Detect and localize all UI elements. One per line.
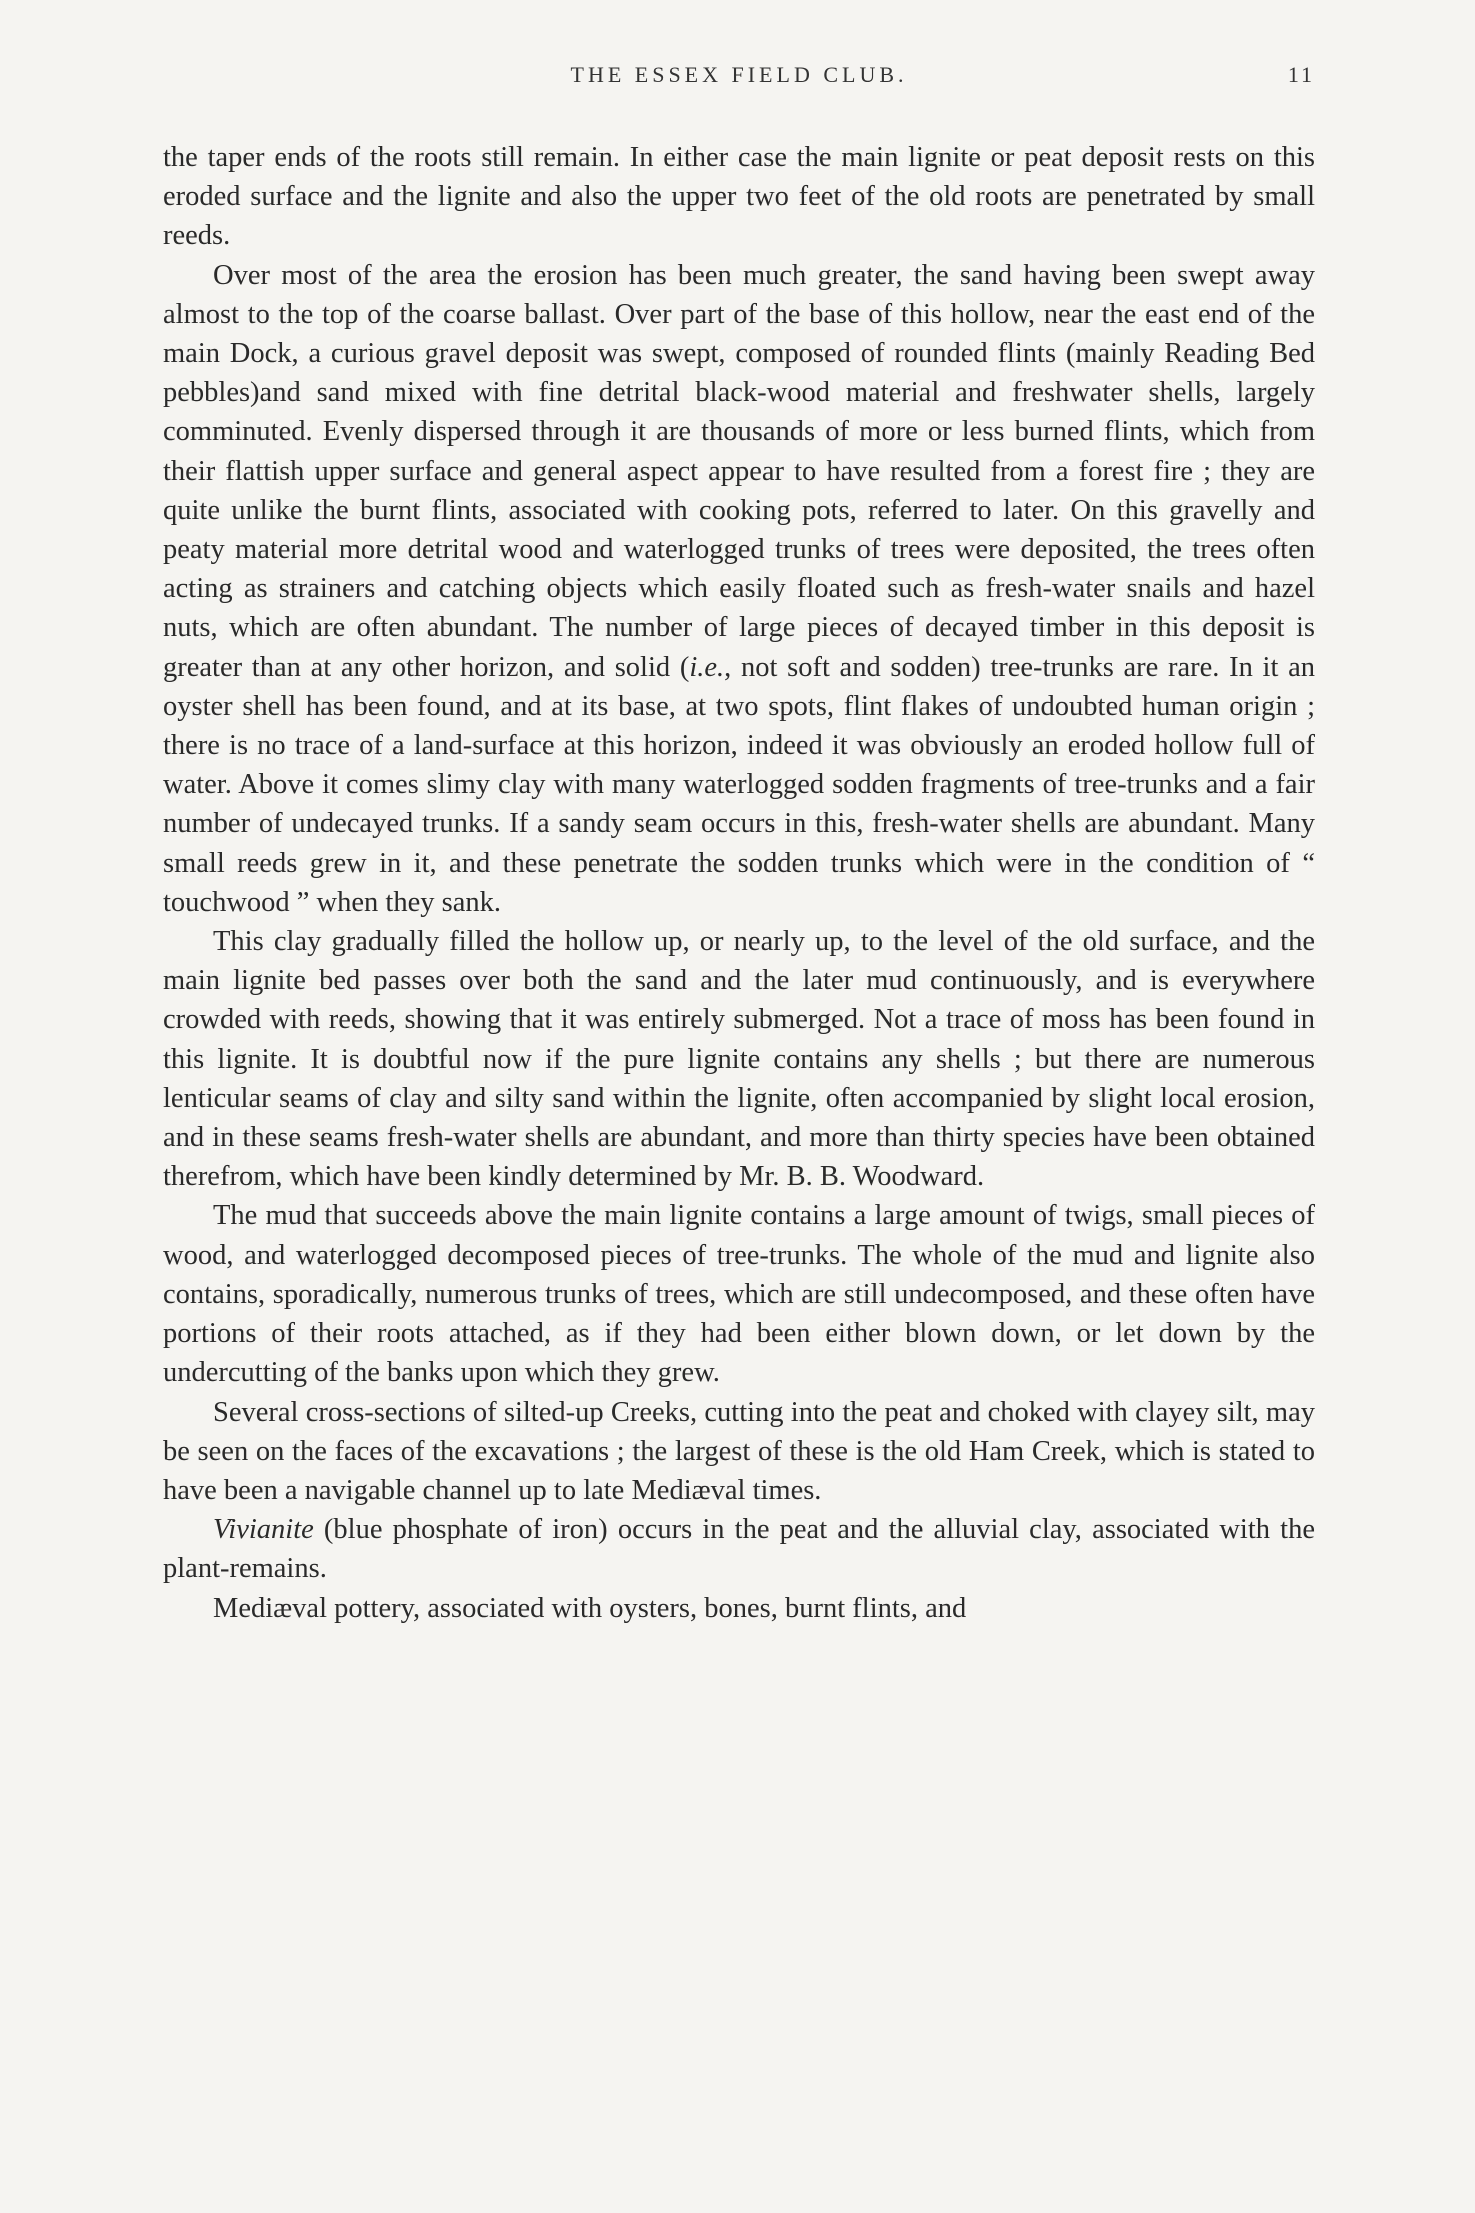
paragraph-2-text: Over most of the area the erosion has been much greater, the sand having been swept away almost to the top of the coarse ballast. Over part of the base of this hollow, near the east end of the main Dock, a curious gravel deposit was swept, composed of rounded flints (mainly Reading Bed pebbles)and sand mixed with fine detrital black-wood material and freshwater shells, largely comminuted. Evenly dispersed through it are thousands of more or less burned flints, which from their flattish upper surface and general aspect appear to have resulted from a forest fire ; they are quite unlike the burnt flints, associated with cooking pots, referred to later. On this gravelly and peaty material more detrital wood and waterlogged trunks of trees were deposited, the trees often acting as strainers and catching objects which easily floated such as fresh-water snails and hazel nuts, which are often abundant. The number of large pieces of decayed timber in this deposit is greater than at any other horizon, and solid ( (163, 259, 1315, 683)
paragraph-2 (163, 256, 1315, 922)
paragraph-6 (163, 1510, 1315, 1588)
paragraph-2-italic: i.e. (689, 651, 725, 683)
paragraph-6-text-after: (blue phosphate of iron) occurs in the peat and the alluvial clay, associated with the plant-remains. (163, 1514, 1315, 1585)
running-head (163, 62, 1315, 102)
paragraph-4 (163, 1196, 1315, 1392)
body-text (163, 138, 1315, 1628)
paragraph-6-italic: Vivianite (213, 1514, 314, 1546)
running-title: THE ESSEX FIELD CLUB. (570, 62, 908, 87)
paragraph-7 (163, 1589, 1315, 1628)
paragraph-3-text: This clay gradually filled the hollow up, or nearly up, to the level of the old surface, and the main lignite bed passes over both the sand and the later mud continuously, and is everywhere crowded with reeds, showing that it was entirely submerged. Not a trace of moss has been found in this lignite. It is doubtful now if the pure lignite contains any shells ; but there are numerous lenticular seams of clay and silty sand within the lignite, often accompanied by slight local erosion, and in these seams fresh-water shells are abundant, and more than thirty species have been obtained therefrom, which have been kindly determined by Mr. B. B. Woodward. (163, 926, 1315, 1193)
paragraph-1-text: the taper ends of the roots still remain. In either case the main lignite or peat deposit rests on this eroded surface and the lignite and also the upper two feet of the old roots are penetrated by small reeds. (163, 142, 1315, 252)
paragraph-7-text: Mediæval pottery, associated with oysters, bones, burnt flints, and (213, 1592, 967, 1624)
paragraph-5-text: Several cross-sections of silted-up Creeks, cutting into the peat and choked with clayey silt, may be seen on the faces of the excavations ; the largest of these is the old Ham Creek, which is stated to have been a navigable channel up to late Mediæval times. (163, 1396, 1315, 1506)
paragraph-4-text: The mud that succeeds above the main lignite contains a large amount of twigs, small pieces of wood, and waterlogged decomposed pieces of tree-trunks. The whole of the mud and lignite also contains, sporadically, numerous trunks of trees, which are still undecomposed, and these often have portions of their roots attached, as if they had been either blown down, or let down by the undercutting of the banks upon which they grew. (163, 1200, 1315, 1389)
paragraph-5 (163, 1393, 1315, 1511)
paragraph-2-text-after: , not soft and sodden) tree-trunks are rare. In it an oyster shell has been found, and at its base, at two spots, flint flakes of undoubted human origin ; there is no trace of a land-surface at this horizon, indeed it was obviously an eroded hollow full of water. Above it comes slimy clay with many waterlogged sodden fragments of tree-trunks and a fair number of undecayed trunks. If a sandy seam occurs in this, fresh-water shells are abundant. Many small reeds grew in it, and these penetrate the sodden trunks which were in the condition of “ touchwood ” when they sank. (163, 651, 1315, 918)
paragraph-3 (163, 922, 1315, 1196)
page-number: 11 (1287, 62, 1315, 87)
paragraph-1 (163, 138, 1315, 256)
